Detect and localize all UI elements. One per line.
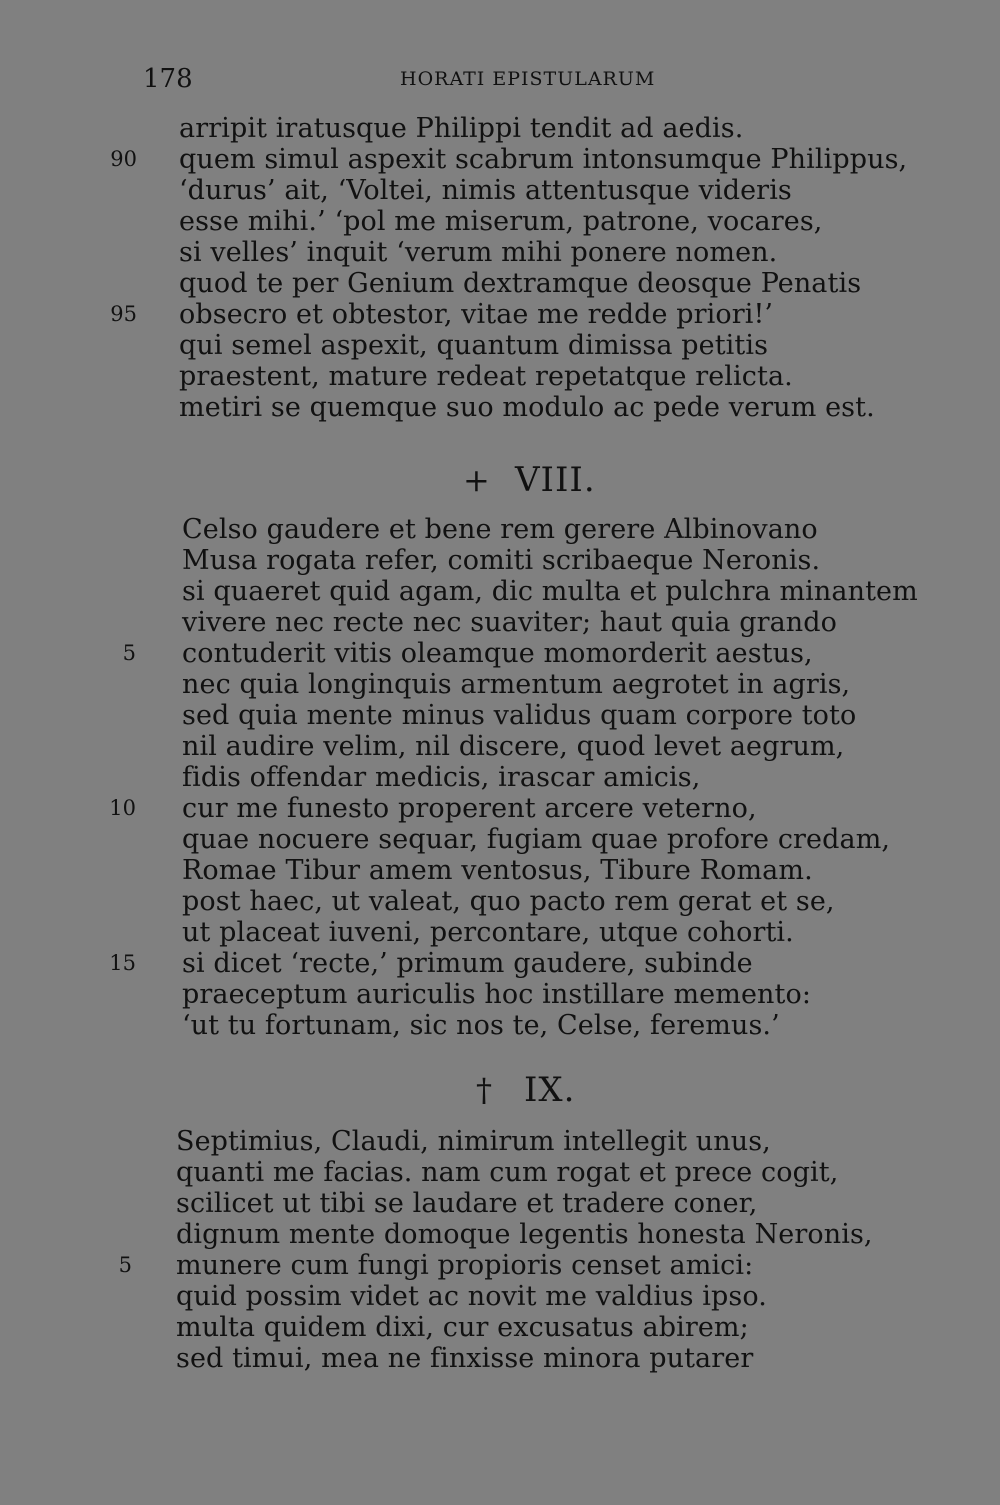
page-header	[0, 62, 1000, 96]
verse-text: dignum mente domoque legentis honesta Neronis,	[176, 1219, 873, 1250]
line-number: 10	[109, 796, 136, 820]
verse-line	[0, 607, 1000, 638]
verse-text: quod te per Genium dextramque deosque Penatis	[179, 268, 862, 299]
verse-line	[0, 330, 1000, 361]
epistle-viii-numeral: VIII.	[515, 460, 596, 500]
verse-line	[0, 855, 1000, 886]
verse-line	[0, 824, 1000, 855]
line-number: 95	[110, 302, 137, 326]
verse-text: nil audire velim, nil discere, quod levet aegrum,	[182, 731, 845, 762]
verse-text: praestent, mature redeat repetatque relicta.	[179, 361, 793, 392]
verse-line	[0, 392, 1000, 423]
verse-line	[0, 917, 1000, 948]
verse-line	[0, 886, 1000, 917]
verse-text: scilicet ut tibi se laudare et tradere coner,	[176, 1188, 758, 1219]
verse-line	[0, 1219, 1000, 1250]
verse-text: Musa rogata refer, comiti scribaeque Neronis.	[182, 545, 821, 576]
verse-text: sed timui, mea ne finxisse minora putarer	[176, 1343, 754, 1374]
epistle-viii-heading	[0, 458, 1000, 502]
verse-text: esse mihi.’ ‘pol me miserum, patrone, vocares,	[179, 206, 823, 237]
running-head: HORATI EPISTULARUM	[400, 68, 656, 90]
verse-line	[0, 1157, 1000, 1188]
epistle-ix-verses	[0, 1126, 1000, 1374]
verse-line	[0, 700, 1000, 731]
verse-line	[0, 514, 1000, 545]
verse-line	[0, 576, 1000, 607]
verse-line	[0, 669, 1000, 700]
verse-text: quanti me facias. nam cum rogat et prece cogit,	[176, 1157, 839, 1188]
verse-line	[0, 361, 1000, 392]
verse-line	[0, 268, 1000, 299]
line-number: 5	[122, 641, 136, 665]
verse-line	[0, 237, 1000, 268]
verse-line	[0, 793, 1000, 824]
verse-line	[0, 1250, 1000, 1281]
verse-text: post haec, ut valeat, quo pacto rem gerat et se,	[182, 886, 835, 917]
cross-mark-ix: †	[476, 1071, 492, 1109]
verse-line	[0, 299, 1000, 330]
verse-text: si dicet ‘recte,’ primum gaudere, subinde	[182, 948, 753, 979]
verse-text: si quaeret quid agam, dic multa et pulchra minantem	[182, 576, 918, 607]
verse-text: nec quia longinquis armentum aegrotet in agris,	[182, 669, 851, 700]
verse-text: obsecro et obtestor, vitae me redde priori!’	[179, 299, 774, 330]
verse-text: fidis offendar medicis, irascar amicis,	[182, 762, 701, 793]
verse-line	[0, 979, 1000, 1010]
verse-text: multa quidem dixi, cur excusatus abirem;	[176, 1312, 749, 1343]
verse-line	[0, 206, 1000, 237]
verse-text: quem simul aspexit scabrum intonsumque Philippus,	[179, 144, 908, 175]
verse-text: metiri se quemque suo modulo ac pede verum est.	[179, 392, 875, 423]
verse-text: ‘ut tu fortunam, sic nos te, Celse, feremus.’	[182, 1010, 780, 1041]
epistle-ix-numeral: IX.	[524, 1070, 576, 1110]
verse-line	[0, 731, 1000, 762]
verse-line	[0, 638, 1000, 669]
verse-text: arripit iratusque Philippi tendit ad aedis.	[179, 113, 744, 144]
verse-text: contuderit vitis oleamque momorderit aestus,	[182, 638, 813, 669]
verse-text: munere cum fungi propioris censet amici:	[176, 1250, 754, 1281]
verse-line	[0, 1126, 1000, 1157]
verse-text: ‘durus’ ait, ‘Voltei, nimis attentusque videris	[179, 175, 792, 206]
verse-text: quid possim videt ac novit me valdius ipso.	[176, 1281, 767, 1312]
line-number: 15	[109, 951, 136, 975]
verse-line	[0, 113, 1000, 144]
verse-text: Romae Tibur amem ventosus, Tibure Romam.	[182, 855, 813, 886]
verse-text: qui semel aspexit, quantum dimissa petitis	[179, 330, 769, 361]
verse-line	[0, 175, 1000, 206]
verse-text: praeceptum auriculis hoc instillare memento:	[182, 979, 812, 1010]
verse-line	[0, 144, 1000, 175]
epistle-viii-verses	[0, 514, 1000, 1041]
verse-line	[0, 762, 1000, 793]
line-number: 90	[110, 147, 137, 171]
verse-text: cur me funesto properent arcere veterno,	[182, 793, 757, 824]
cross-mark-viii: +	[463, 461, 490, 499]
line-number: 5	[118, 1253, 132, 1277]
passage-continued	[0, 113, 1000, 423]
epistle-ix-heading	[0, 1068, 1000, 1112]
verse-line	[0, 1343, 1000, 1374]
verse-line	[0, 1281, 1000, 1312]
verse-text: sed quia mente minus validus quam corpore toto	[182, 700, 857, 731]
verse-line	[0, 1010, 1000, 1041]
verse-text: Celso gaudere et bene rem gerere Albinovano	[182, 514, 818, 545]
verse-line	[0, 1312, 1000, 1343]
verse-text: quae nocuere sequar, fugiam quae profore credam,	[182, 824, 891, 855]
page-number: 178	[143, 64, 193, 94]
verse-text: si velles’ inquit ‘verum mihi ponere nomen.	[179, 237, 778, 268]
verse-line	[0, 545, 1000, 576]
verse-text: ut placeat iuveni, percontare, utque cohorti.	[182, 917, 794, 948]
verse-text: Septimius, Claudi, nimirum intellegit unus,	[176, 1126, 771, 1157]
verse-line	[0, 1188, 1000, 1219]
verse-line	[0, 948, 1000, 979]
verse-text: vivere nec recte nec suaviter; haut quia grando	[182, 607, 838, 638]
